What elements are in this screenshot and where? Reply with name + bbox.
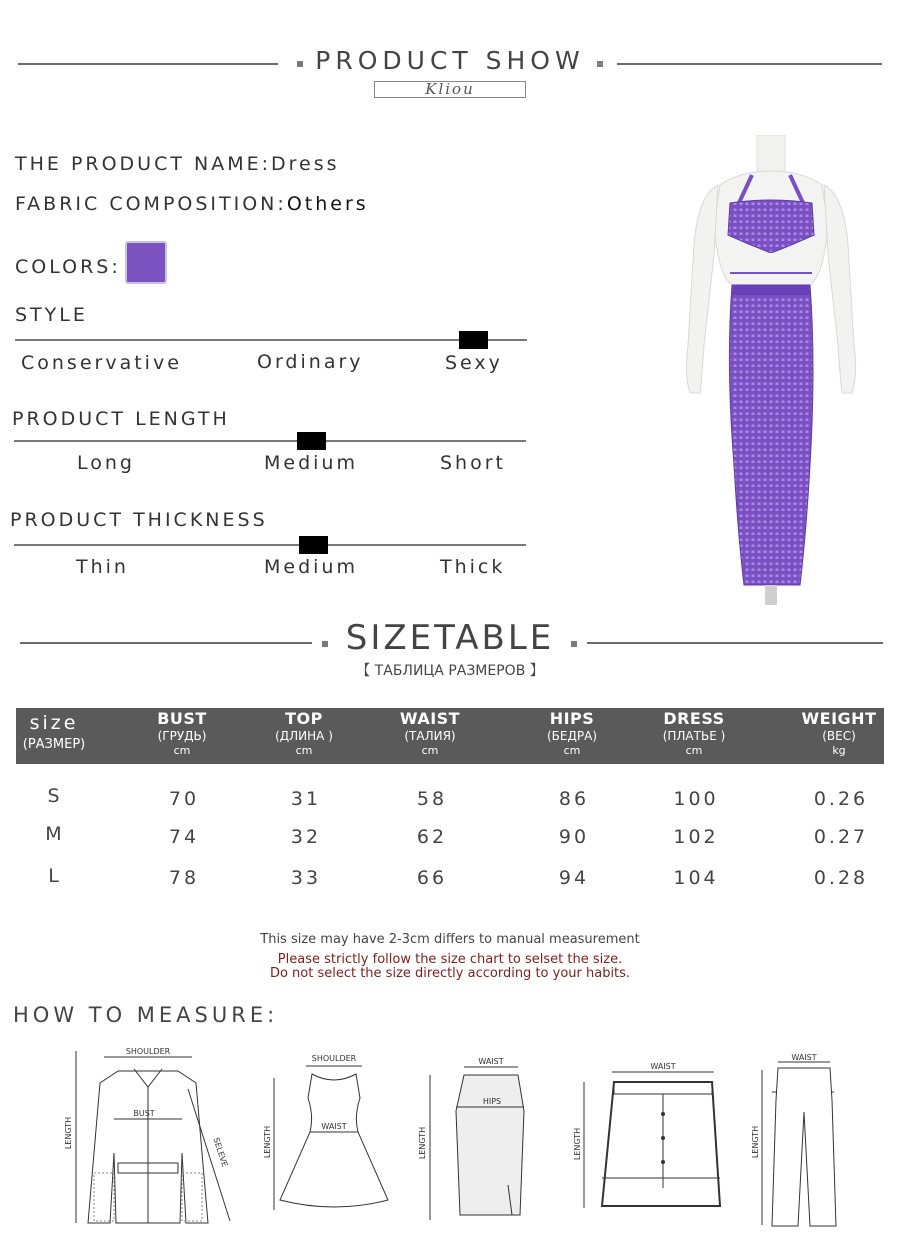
col-header-hips [520,710,624,757]
shoulder-label: SHOULDER [311,1054,357,1063]
thickness-scale-marker [299,536,328,554]
col-header-waist-ru: (ТАЛИЯ) [404,729,456,743]
col-header-weight-name: WEIGHT [801,709,877,728]
cell-bust: 74 [168,826,200,848]
col-header-bust-ru: (ГРУДЬ) [157,729,207,743]
style-label-conservative: Conservative [21,352,182,374]
style-label-sexy: Sexy [445,352,503,374]
cell-weight: 0.26 [813,788,869,810]
hips-label: HIPS [482,1097,502,1106]
col-header-size-name: size [29,712,79,734]
shoulder-label: SHOULDER [125,1047,171,1056]
sizetable-subtitle: 【 ТАБЛИЦА РАЗМЕРОВ 】 [356,663,544,679]
cell-dress: 100 [673,788,719,810]
cell-weight: 0.28 [813,867,869,889]
product-name-row [15,153,340,175]
length-title: PRODUCT LENGTH [12,408,230,430]
style-scale-marker [459,331,488,349]
skirt-measure-diagram [412,1055,542,1225]
style-scale-line [15,339,527,341]
thickness-label-thin: Thin [76,556,129,578]
cell-hips: 90 [558,826,590,848]
brand-logo: Kliou [374,81,526,98]
mini-skirt-measure-diagram [572,1058,732,1213]
measurement-note: This size may have 2-3cm differs to manual measurement [260,932,640,947]
style-title: STYLE [15,304,88,326]
fabric-label: FABRIC COMPOSITION: [15,193,287,215]
cell-bust: 78 [168,867,200,889]
waist-label: WAIST [650,1062,676,1071]
color-swatch-purple[interactable] [125,241,167,284]
thickness-label-medium: Medium [264,556,358,578]
col-header-bust-unit: cm [173,744,191,757]
colors-label: COLORS: [15,256,121,278]
waist-label: WAIST [791,1053,817,1062]
product-name-label: THE PRODUCT NAME: [15,153,272,175]
col-header-bust-name: BUST [157,709,207,728]
col-header-hips-unit: cm [563,744,581,757]
sizetable-rule-right [587,642,883,644]
bust-label: BUST [133,1109,155,1118]
cell-size: S [47,785,63,807]
cell-top: 32 [290,826,322,848]
length-label-medium: Medium [264,452,358,474]
cell-dress: 104 [673,867,719,889]
product-name-value: Dress [271,153,340,175]
sleeve-label: SELEVE [211,1136,230,1168]
fabric-value: Others [286,193,369,215]
length-label: LENGTH [418,1126,427,1160]
style-label-ordinary: Ordinary [257,351,364,373]
size-warning-2: Do not select the size directly according to your habits. [269,966,631,981]
col-header-dress [642,710,746,757]
waist-label: WAIST [321,1122,347,1131]
length-label-short: Short [440,452,506,474]
how-to-measure-title: HOW TO MEASURE: [13,1003,279,1027]
length-scale-line [14,440,526,442]
length-label: LENGTH [64,1116,73,1150]
col-header-weight-ru: (ВЕС) [822,729,856,743]
col-header-top [252,710,356,757]
jacket-measure-diagram [58,1043,238,1228]
cell-hips: 86 [558,788,590,810]
header-rule-right [617,63,882,65]
waist-label: WAIST [478,1057,504,1066]
cell-weight: 0.27 [813,826,869,848]
size-warning-1: Please strictly follow the size chart to selset the size. [277,952,623,967]
col-header-waist-name: WAIST [399,709,461,728]
col-header-hips-name: HIPS [549,709,595,728]
cell-waist: 66 [416,867,448,889]
length-label: LENGTH [263,1125,272,1159]
col-header-waist-unit: cm [421,744,439,757]
cell-hips: 94 [558,867,590,889]
cell-top: 31 [290,788,322,810]
col-header-hips-ru: (БЕДРА) [547,729,597,743]
col-header-dress-name: DRESS [663,709,725,728]
col-header-bust [130,710,234,757]
product-photo [660,135,880,605]
col-header-dress-ru: (ПЛАТЬЕ ) [662,729,726,743]
col-header-size [14,711,94,753]
sizetable-title: SIZETABLE [345,618,555,658]
col-header-top-unit: cm [295,744,313,757]
col-header-waist [378,710,482,757]
page-title: PRODUCT SHOW [315,46,585,75]
length-scale-marker [297,432,326,450]
thickness-scale-line [14,544,526,546]
cell-waist: 62 [416,826,448,848]
pants-measure-diagram [748,1050,858,1230]
cell-size: L [48,865,62,887]
cell-dress: 102 [673,826,719,848]
thickness-label-thick: Thick [440,556,506,578]
length-label: LENGTH [751,1125,760,1159]
col-header-top-name: TOP [285,709,323,728]
col-header-weight-unit: kg [832,744,846,757]
cell-waist: 58 [416,788,448,810]
col-header-size-ru: (РАЗМЕР) [22,737,86,752]
header-dot-right [597,61,603,67]
col-header-weight [787,710,891,757]
col-header-top-ru: (ДЛИНА ) [275,729,333,743]
cell-bust: 70 [168,788,200,810]
fabric-row [15,193,369,215]
cell-size: M [45,823,65,845]
dress-measure-diagram [262,1050,402,1220]
length-label: LENGTH [573,1127,582,1161]
col-header-dress-unit: cm [685,744,703,757]
length-label-long: Long [77,452,135,474]
thickness-title: PRODUCT THICKNESS [10,509,268,531]
cell-top: 33 [290,867,322,889]
sizetable-dot-right [571,641,577,647]
